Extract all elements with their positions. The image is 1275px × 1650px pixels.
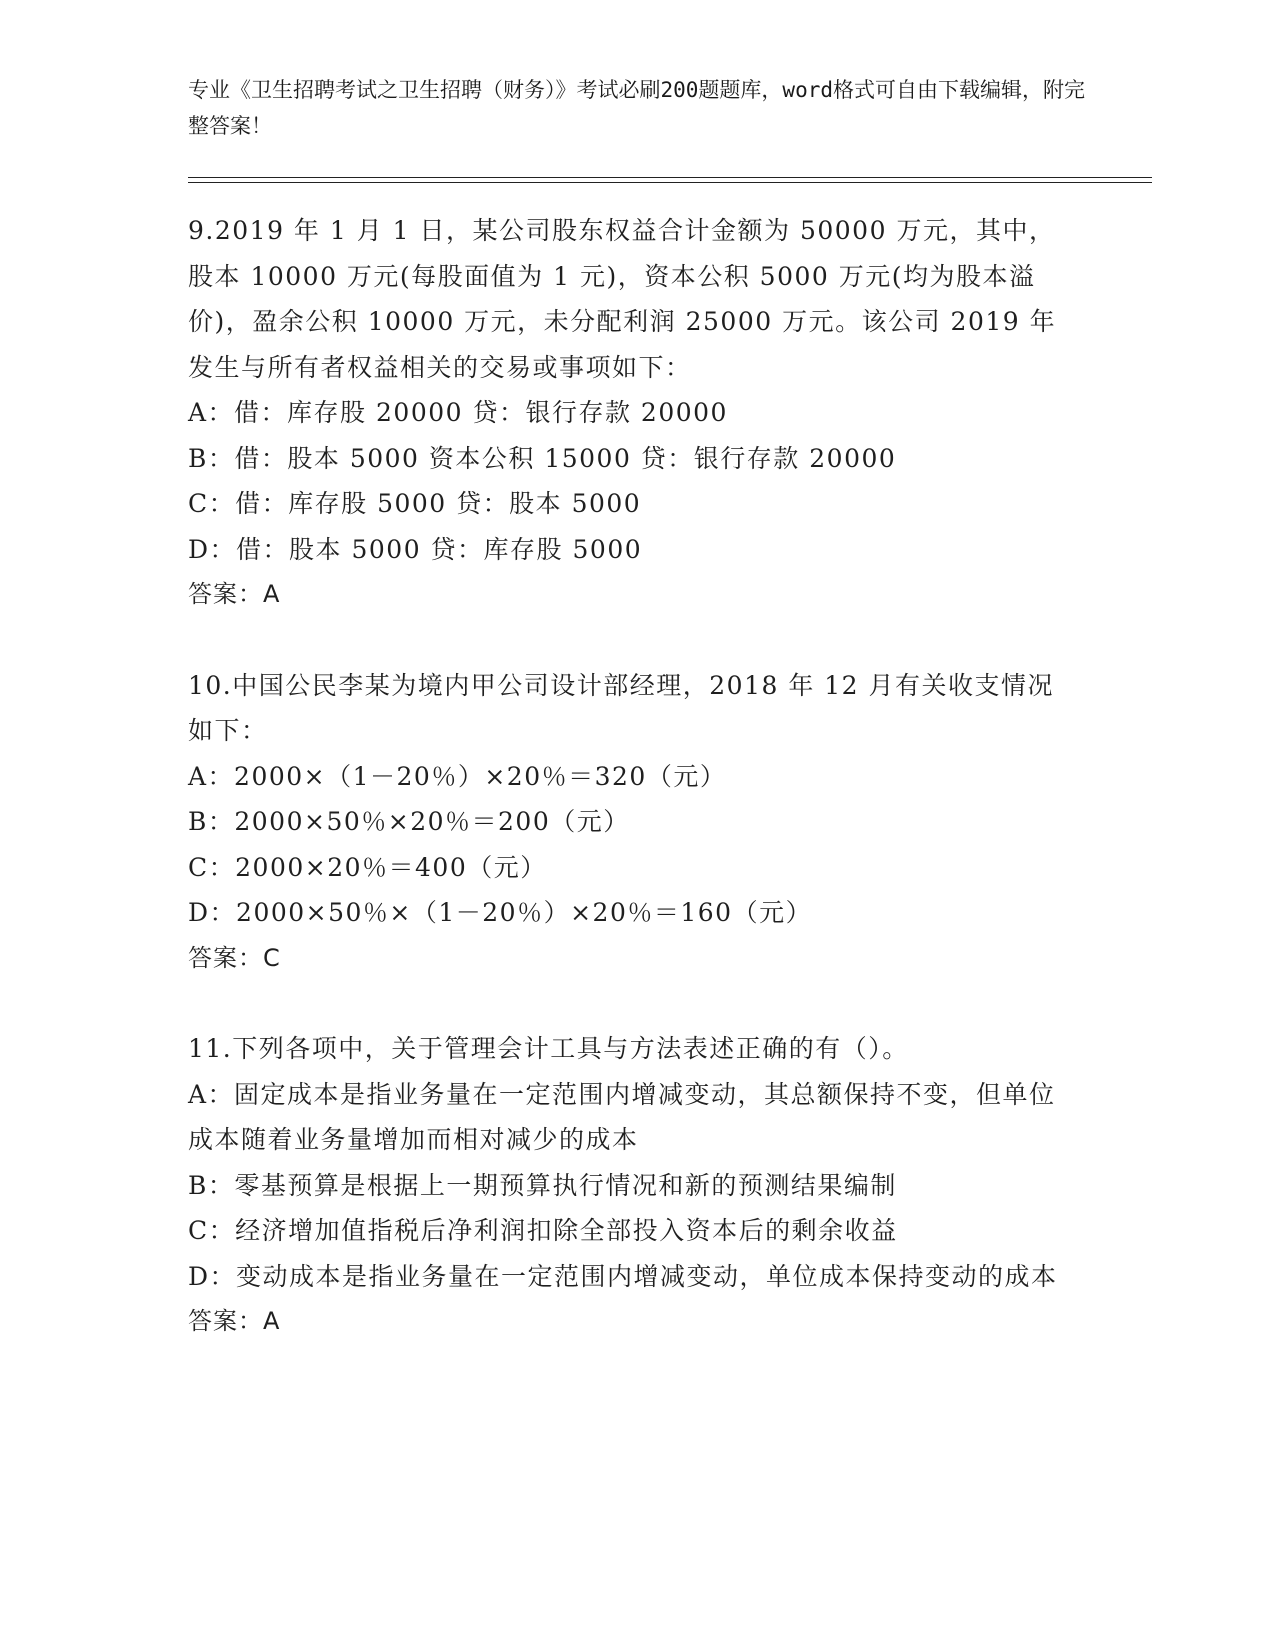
question-spacer (188, 981, 1068, 1026)
option-b: B：借：股本 5000 资本公积 15000 贷：银行存款 20000 (188, 443, 897, 473)
question-10 (188, 663, 1068, 982)
header-divider-top (188, 177, 1152, 178)
option-a: A：借：库存股 20000 贷：银行存款 20000 (188, 398, 728, 427)
option-a: A：2000×（1－20％）×20％＝320（元） (188, 761, 727, 791)
option-c: C：借：库存股 5000 贷：股本 5000 (188, 489, 642, 518)
question-9 (188, 208, 1068, 618)
document-header: 专业《卫生招聘考试之卫生招聘（财务）》考试必刷200题题库，word格式可自由下载编辑，附完整答案！ (188, 78, 1085, 138)
question-11 (188, 1026, 1068, 1345)
answer-line: 答案：C (188, 943, 281, 972)
answer-line: 答案：A (188, 580, 281, 608)
option-d: D：借：股本 5000 贷：库存股 5000 (188, 534, 643, 564)
option-b: B：零基预算是根据上一期预算执行情况和新的预测结果编制 (188, 1170, 897, 1200)
question-stem: 10.中国公民李某为境内甲公司设计部经理，2018 年 12 月有关收支情况如下： (188, 670, 1055, 745)
option-c: C：经济增加值指税后净利润扣除全部投入资本后的剩余收益 (188, 1216, 898, 1245)
option-c: C：2000×20％＝400（元） (188, 852, 547, 882)
header-divider-bottom (188, 182, 1152, 183)
option-a: A：固定成本是指业务量在一定范围内增减变动，其总额保持不变，但单位成本随着业务量增加而相对减少的成本 (188, 1079, 1056, 1154)
question-spacer (188, 618, 1068, 663)
question-list (188, 208, 1068, 1345)
answer-line: 答案：A (188, 1307, 281, 1335)
option-d: D：2000×50％×（1－20％）×20％＝160（元） (188, 898, 813, 927)
question-stem: 11.下列各项中，关于管理会计工具与方法表述正确的有（）。 (188, 1034, 909, 1063)
question-stem: 9.2019 年 1 月 1 日，某公司股东权益合计金额为 50000 万元，其中，股本 10000 万元(每股面值为 1 元)，资本公积 5000 万元(均为股本溢价)，盈余公积 10000 万元，未分配利润 25000 万元。该公司 2019 年发生与所有者权益相关的交易或事项如下： (188, 216, 1057, 382)
option-d: D：变动成本是指业务量在一定范围内增减变动，单位成本保持变动的成本 (188, 1261, 1058, 1291)
option-b: B：2000×50％×20％＝200（元） (188, 807, 630, 836)
